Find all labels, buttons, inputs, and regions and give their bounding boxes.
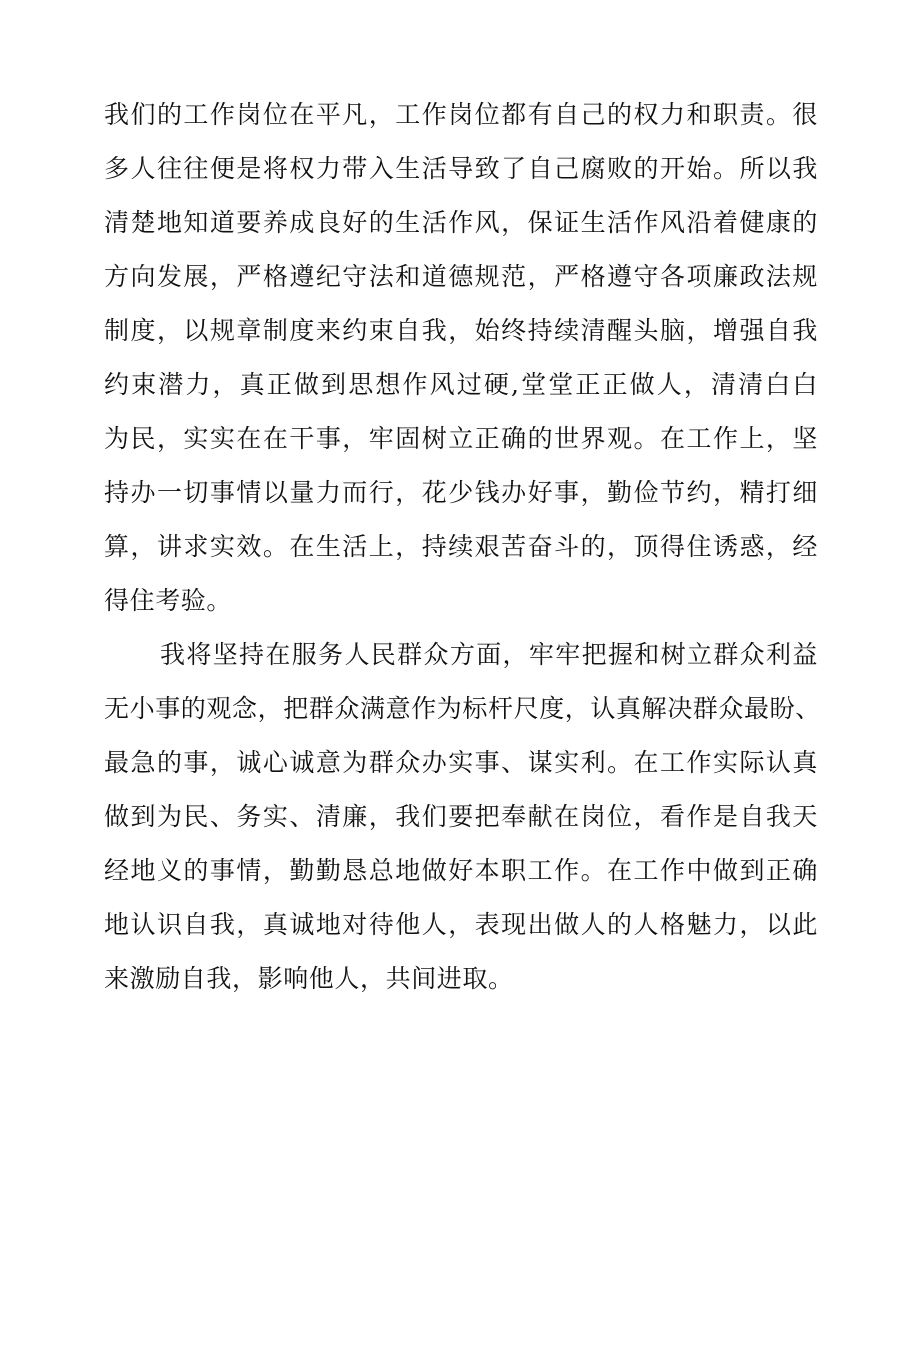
text-line: 无小事的观念，把群众满意作为标杆尺度，认真解决群众最盼、 — [104, 694, 821, 723]
text-line: 多人往往便是将权力带入生活导致了自己腐败的开始。所以我 — [104, 154, 818, 183]
text-line: 约束潜力，真正做到思想作风过硬,堂堂正正做人，清清白白 — [104, 370, 818, 399]
text-line: 我将坚持在服务人民群众方面，牢牢把握和树立群众利益 — [160, 640, 818, 669]
text-line: 我们的工作岗位在平凡，工作岗位都有自己的权力和职责。很 — [104, 100, 818, 129]
text-line: 来激励自我，影响他人，共间进取。 — [104, 964, 514, 993]
text-line: 算，讲求实效。在生活上，持续艰苦奋斗的，顶得住诱惑，经 — [104, 532, 818, 561]
text-line: 做到为民、务实、清廉，我们要把奉献在岗位，看作是自我天 — [104, 802, 818, 831]
text-line: 持办一切事情以量力而行，花少钱办好事，勤俭节约，精打细 — [104, 478, 818, 507]
text-line: 得住考验。 — [104, 586, 233, 615]
text-line: 方向发展，严格遵纪守法和道德规范，严格遵守各项廉政法规 — [104, 262, 818, 291]
document-body — [104, 88, 821, 1006]
paragraph-1 — [104, 88, 818, 628]
text-line: 为民，实实在在干事，牢固树立正确的世界观。在工作上，坚 — [104, 424, 818, 453]
text-line: 地认识自我，真诚地对待他人，表现出做人的人格魅力，以此 — [104, 910, 818, 939]
paragraph-2 — [104, 628, 821, 1006]
text-line: 制度，以规章制度来约束自我，始终持续清醒头脑，增强自我 — [104, 316, 818, 345]
text-line: 最急的事，诚心诚意为群众办实事、谋实利。在工作实际认真 — [104, 748, 818, 777]
text-line: 经地义的事情，勤勤恳总地做好本职工作。在工作中做到正确 — [104, 856, 818, 885]
text-line: 清楚地知道要养成良好的生活作风，保证生活作风沿着健康的 — [104, 208, 818, 237]
